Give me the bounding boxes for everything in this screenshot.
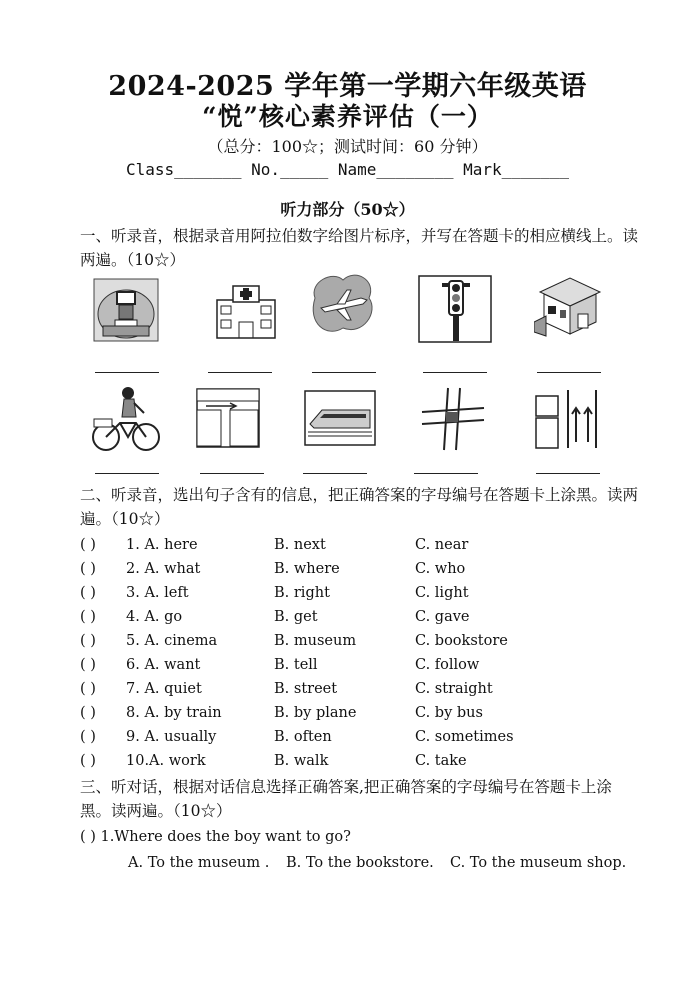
train-icon [304, 390, 376, 446]
option-a[interactable]: 6. A. want [126, 657, 201, 673]
section3-q1-option-b[interactable]: B. To the bookstore. [286, 855, 434, 871]
exam-subtitle: “悦”核心素养评估（一） [202, 102, 493, 131]
answer-paren[interactable]: ( ) [80, 537, 96, 553]
answer-paren[interactable]: ( ) [80, 585, 96, 601]
answer-paren[interactable]: ( ) [80, 657, 96, 673]
option-c[interactable]: C. take [415, 753, 467, 769]
answer-blank[interactable] [200, 473, 264, 474]
option-c[interactable]: C. by bus [415, 705, 483, 721]
option-c[interactable]: C. light [415, 585, 469, 601]
score-time: （总分：100☆；测试时间：60 分钟） [207, 137, 488, 156]
section3-q1-option-c[interactable]: C. To the museum shop. [450, 855, 627, 871]
airplane-icon [307, 268, 379, 340]
option-a[interactable]: 7. A. quiet [126, 681, 202, 697]
answer-blank[interactable] [95, 372, 159, 373]
answer-paren[interactable]: ( ) [80, 609, 96, 625]
student-info-line: Class_______ No._____ Name________ Mark_______ [125, 160, 570, 179]
answer-paren[interactable]: ( ) [80, 705, 96, 721]
answer-blank[interactable] [303, 473, 367, 474]
answer-blank[interactable] [414, 473, 478, 474]
option-a[interactable]: 9. A. usually [126, 729, 217, 745]
option-a[interactable]: 3. A. left [126, 585, 189, 601]
listening-heading: 听力部分（50☆） [280, 200, 415, 219]
answer-paren[interactable]: ( ) [80, 681, 96, 697]
crossroad-icon [420, 386, 486, 452]
bookstore-icon [534, 272, 606, 338]
exam-title: 2024-2025 学年第一学期六年级英语 [108, 71, 587, 102]
answer-blank[interactable] [536, 473, 600, 474]
option-a[interactable]: 8. A. by train [126, 705, 222, 721]
answer-paren[interactable]: ( ) [80, 753, 96, 769]
option-c[interactable]: C. sometimes [415, 729, 514, 745]
option-b[interactable]: B. next [274, 537, 326, 553]
option-a[interactable]: 4. A. go [126, 609, 183, 625]
robot-icon [93, 278, 159, 342]
option-c[interactable]: C. follow [415, 657, 480, 673]
section3-q1-option-a[interactable]: A. To the museum . [128, 855, 270, 871]
road-arrows-icon [534, 388, 598, 450]
traffic-light-icon [418, 275, 492, 343]
answer-blank[interactable] [208, 372, 272, 373]
option-c[interactable]: C. gave [415, 609, 470, 625]
answer-blank[interactable] [312, 372, 376, 373]
section1-instruction: 一、听录音，根据录音用阿拉伯数字给图片标序，并写在答题卡的相应横线上。读两遍。（10☆） [80, 227, 639, 269]
option-c[interactable]: C. bookstore [415, 633, 508, 649]
answer-paren[interactable]: ( ) [80, 729, 96, 745]
answer-blank[interactable] [537, 372, 601, 373]
option-c[interactable]: C. near [415, 537, 469, 553]
option-b[interactable]: B. right [274, 585, 330, 601]
section3-instruction: 三、听对话，根据对话信息选择正确答案,把正确答案的字母编号在答题卡上涂黑。读两遍。（10☆） [80, 778, 612, 820]
section2-instruction: 二、听录音，选出句子含有的信息，把正确答案的字母编号在答题卡上涂黑。读两遍。（10☆） [80, 486, 639, 528]
hospital-icon [213, 278, 279, 342]
street-map-icon [196, 388, 260, 448]
option-b[interactable]: B. by plane [274, 705, 357, 721]
answer-paren[interactable]: ( ) [80, 561, 96, 577]
option-b[interactable]: B. museum [274, 633, 357, 649]
option-b[interactable]: B. where [274, 561, 340, 577]
option-a[interactable]: 1. A. here [126, 537, 198, 553]
answer-blank[interactable] [423, 372, 487, 373]
option-a[interactable]: 10.A. work [126, 753, 206, 769]
answer-paren[interactable]: ( ) [80, 633, 96, 649]
answer-blank[interactable] [95, 473, 159, 474]
option-c[interactable]: C. straight [415, 681, 493, 697]
option-b[interactable]: B. street [274, 681, 338, 697]
option-b[interactable]: B. tell [274, 657, 318, 673]
section3-question-1: ( ) 1.Where does the boy want to go? [80, 829, 351, 845]
option-b[interactable]: B. get [274, 609, 318, 625]
option-b[interactable]: B. walk [274, 753, 329, 769]
option-a[interactable]: 2. A. what [126, 561, 201, 577]
option-b[interactable]: B. often [274, 729, 332, 745]
girl-cycling-icon [90, 383, 162, 453]
option-c[interactable]: C. who [415, 561, 466, 577]
option-a[interactable]: 5. A. cinema [126, 633, 218, 649]
